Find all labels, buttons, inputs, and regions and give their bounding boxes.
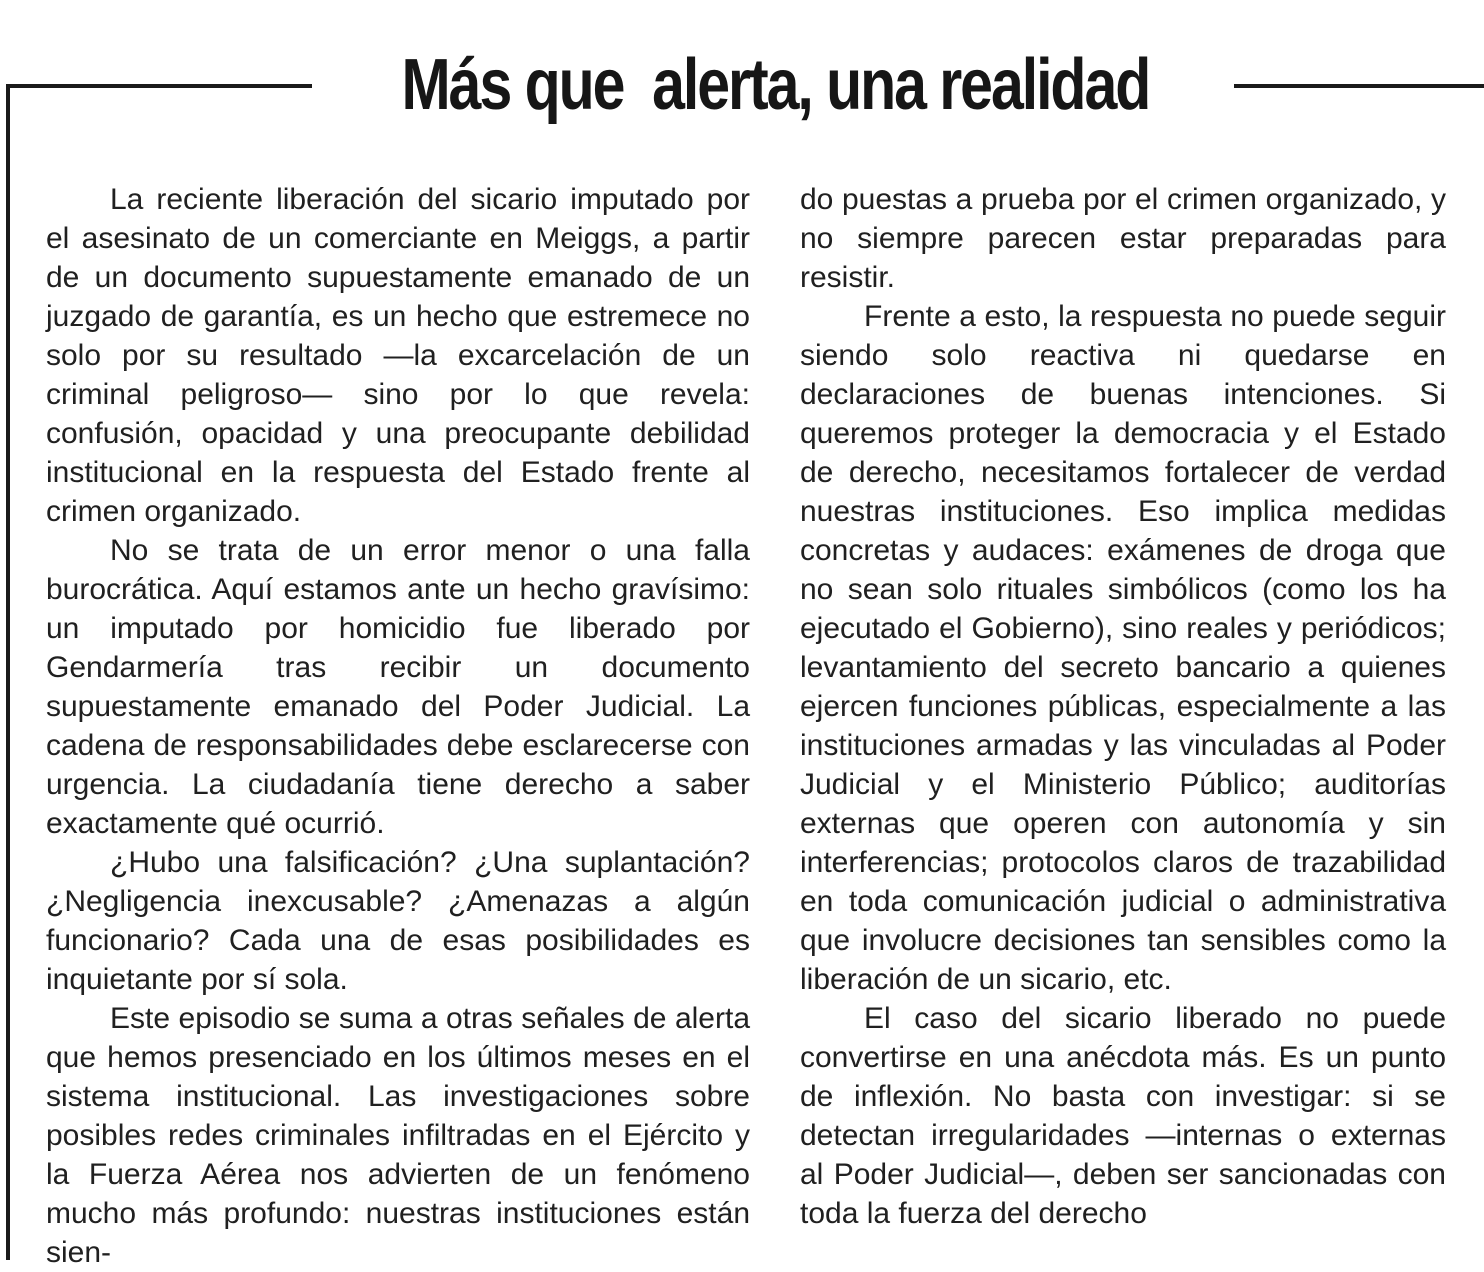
frame-line-right [1234,84,1484,88]
frame-line-left [6,84,312,88]
paragraph: Frente a esto, la respuesta no puede seguir siendo solo reactiva ni quedarse en declaraciones de buenas intenciones. Si queremos proteger la democracia y el Estado de derecho, necesitamos fortalecer de verdad nuestras instituciones. Eso implica medidas concretas y audaces: exámenes de droga que no sean solo rituales simbólicos (como los ha ejecutado el Gobierno), sino reales y periódicos; levantamiento del secreto bancario a quienes ejercen funciones públicas, especialmente a las instituciones armadas y las vinculadas al Poder Judicial y el Ministerio Público; auditorías externas que operen con autonomía y sin interferencias; protocolos claros de trazabilidad en toda comunicación judicial o administrativa que involucre decisiones tan sensibles como la liberación de un sicario, etc. [800,300,1446,996]
frame-line-vertical [6,84,10,1260]
left-column [46,180,750,1272]
paragraph: No se trata de un error menor o una falla burocrática. Aquí estamos ante un hecho gravísimo: un imputado por homicidio fue liberado por Gendarmería tras recibir un documento supuestamente emanado del Poder Judicial. La cadena de responsabilidades debe esclarecerse con urgencia. La ciudadanía tiene derecho a saber exactamente qué ocurrió. [46,534,750,840]
paragraph: La reciente liberación del sicario imputado por el asesinato de un comerciante en Meiggs, a partir de un documento supuestamente emanado de un juzgado de garantía, es un hecho que estremece no solo por su resultado —la excarcelación de un criminal peligroso— sino por lo que revela: confusión, opacidad y una preocupante debilidad institucional en la respuesta del Estado frente al crimen organizado. [46,183,750,528]
right-column [800,180,1446,1233]
paragraph: ¿Hubo una falsificación? ¿Una suplantación? ¿Negligencia inexcusable? ¿Amenazas a algún funcionario? Cada una de esas posibilidades es inquietante por sí sola. [46,846,750,996]
paragraph-continuation: do puestas a prueba por el crimen organizado, y no siempre parecen estar preparadas para resistir. [800,183,1446,294]
headline: Más que alerta, una realidad [401,45,1150,125]
paragraph: Este episodio se suma a otras señales de alerta que hemos presenciado en los últimos meses en el sistema institucional. Las investigaciones sobre posibles redes criminales infiltradas en el Ejército y la Fuerza Aérea nos advierten de un fenómeno mucho más profundo: nuestras instituciones están sien- [46,1002,750,1269]
paragraph: El caso del sicario liberado no puede convertirse en una anécdota más. Es un punto de inflexión. No basta con investigar: si se detectan irregularidades —internas o externas al Poder Judicial—, deben ser sancionadas con toda la fuerza del derecho [800,1002,1446,1230]
